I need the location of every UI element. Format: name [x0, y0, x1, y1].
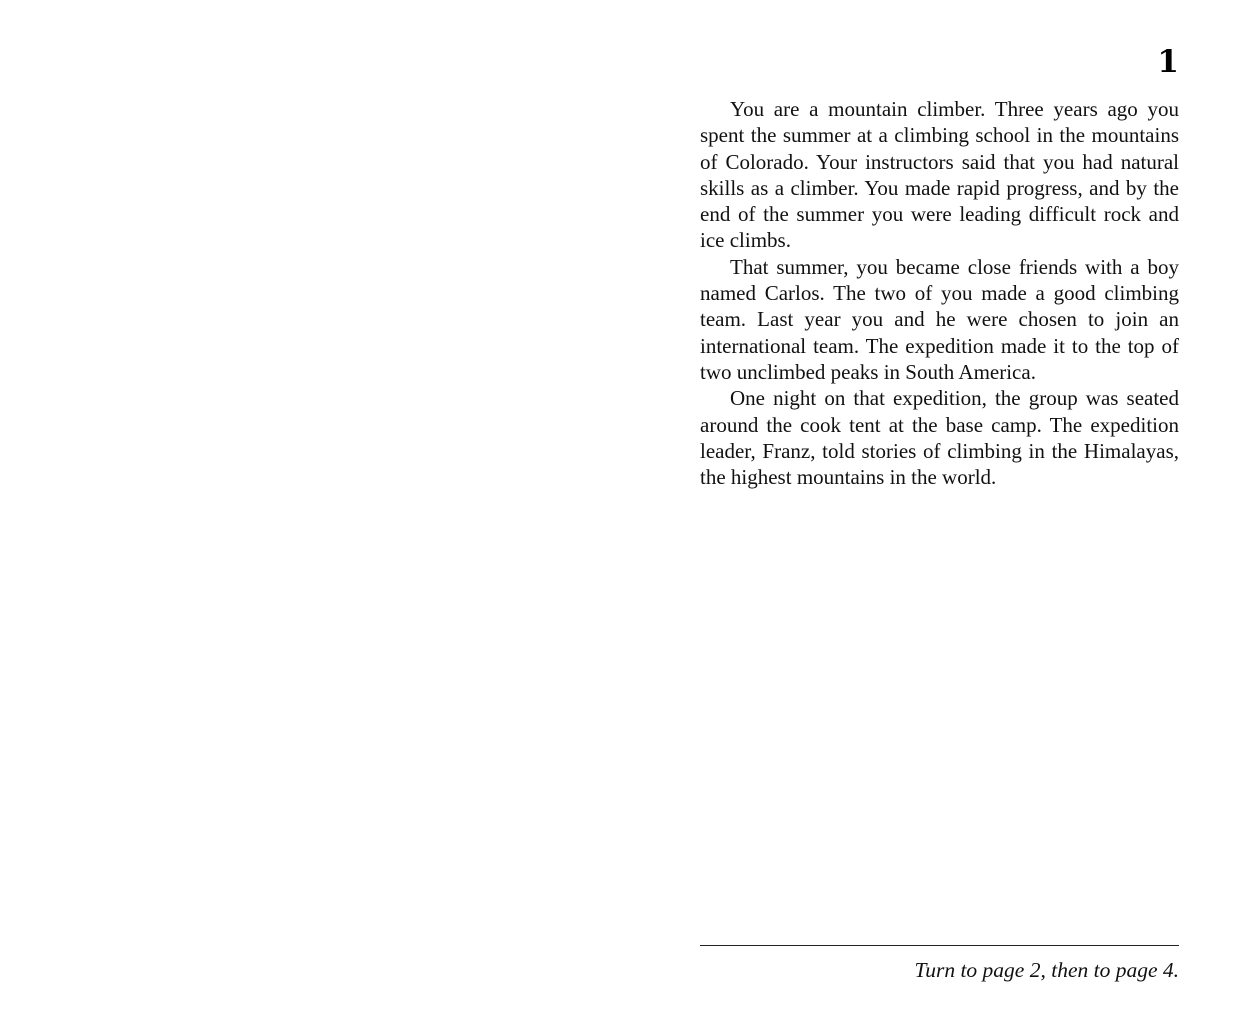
story-text — [700, 96, 1179, 490]
paragraph-1: You are a mountain climber. Three years ago you spent the summer at a climbing school in the mountains of Colorado. Your instructors said that you had natural skills as a climber. You made rapid progress, and by the end of the summer you were leading difficult rock and ice climbs. — [700, 97, 1179, 253]
paragraph-2: That summer, you became close friends with a boy named Carlos. The two of you made a good climbing team. Last year you and he were chosen to join an international team. The expedition made it to the top of two unclimbed peaks in South America. — [700, 254, 1179, 384]
footer-divider — [700, 945, 1179, 946]
right-page — [700, 0, 1179, 1027]
page-number: 1 — [1157, 44, 1179, 80]
turn-to-page-instruction: Turn to page 2, then to page 4. — [914, 958, 1179, 982]
paragraph-3: One night on that expedition, the group was seated around the cook tent at the base camp. The expedition leader, Franz, told stories of climbing in the Himalayas, the highest mountains in the world. — [700, 386, 1179, 490]
